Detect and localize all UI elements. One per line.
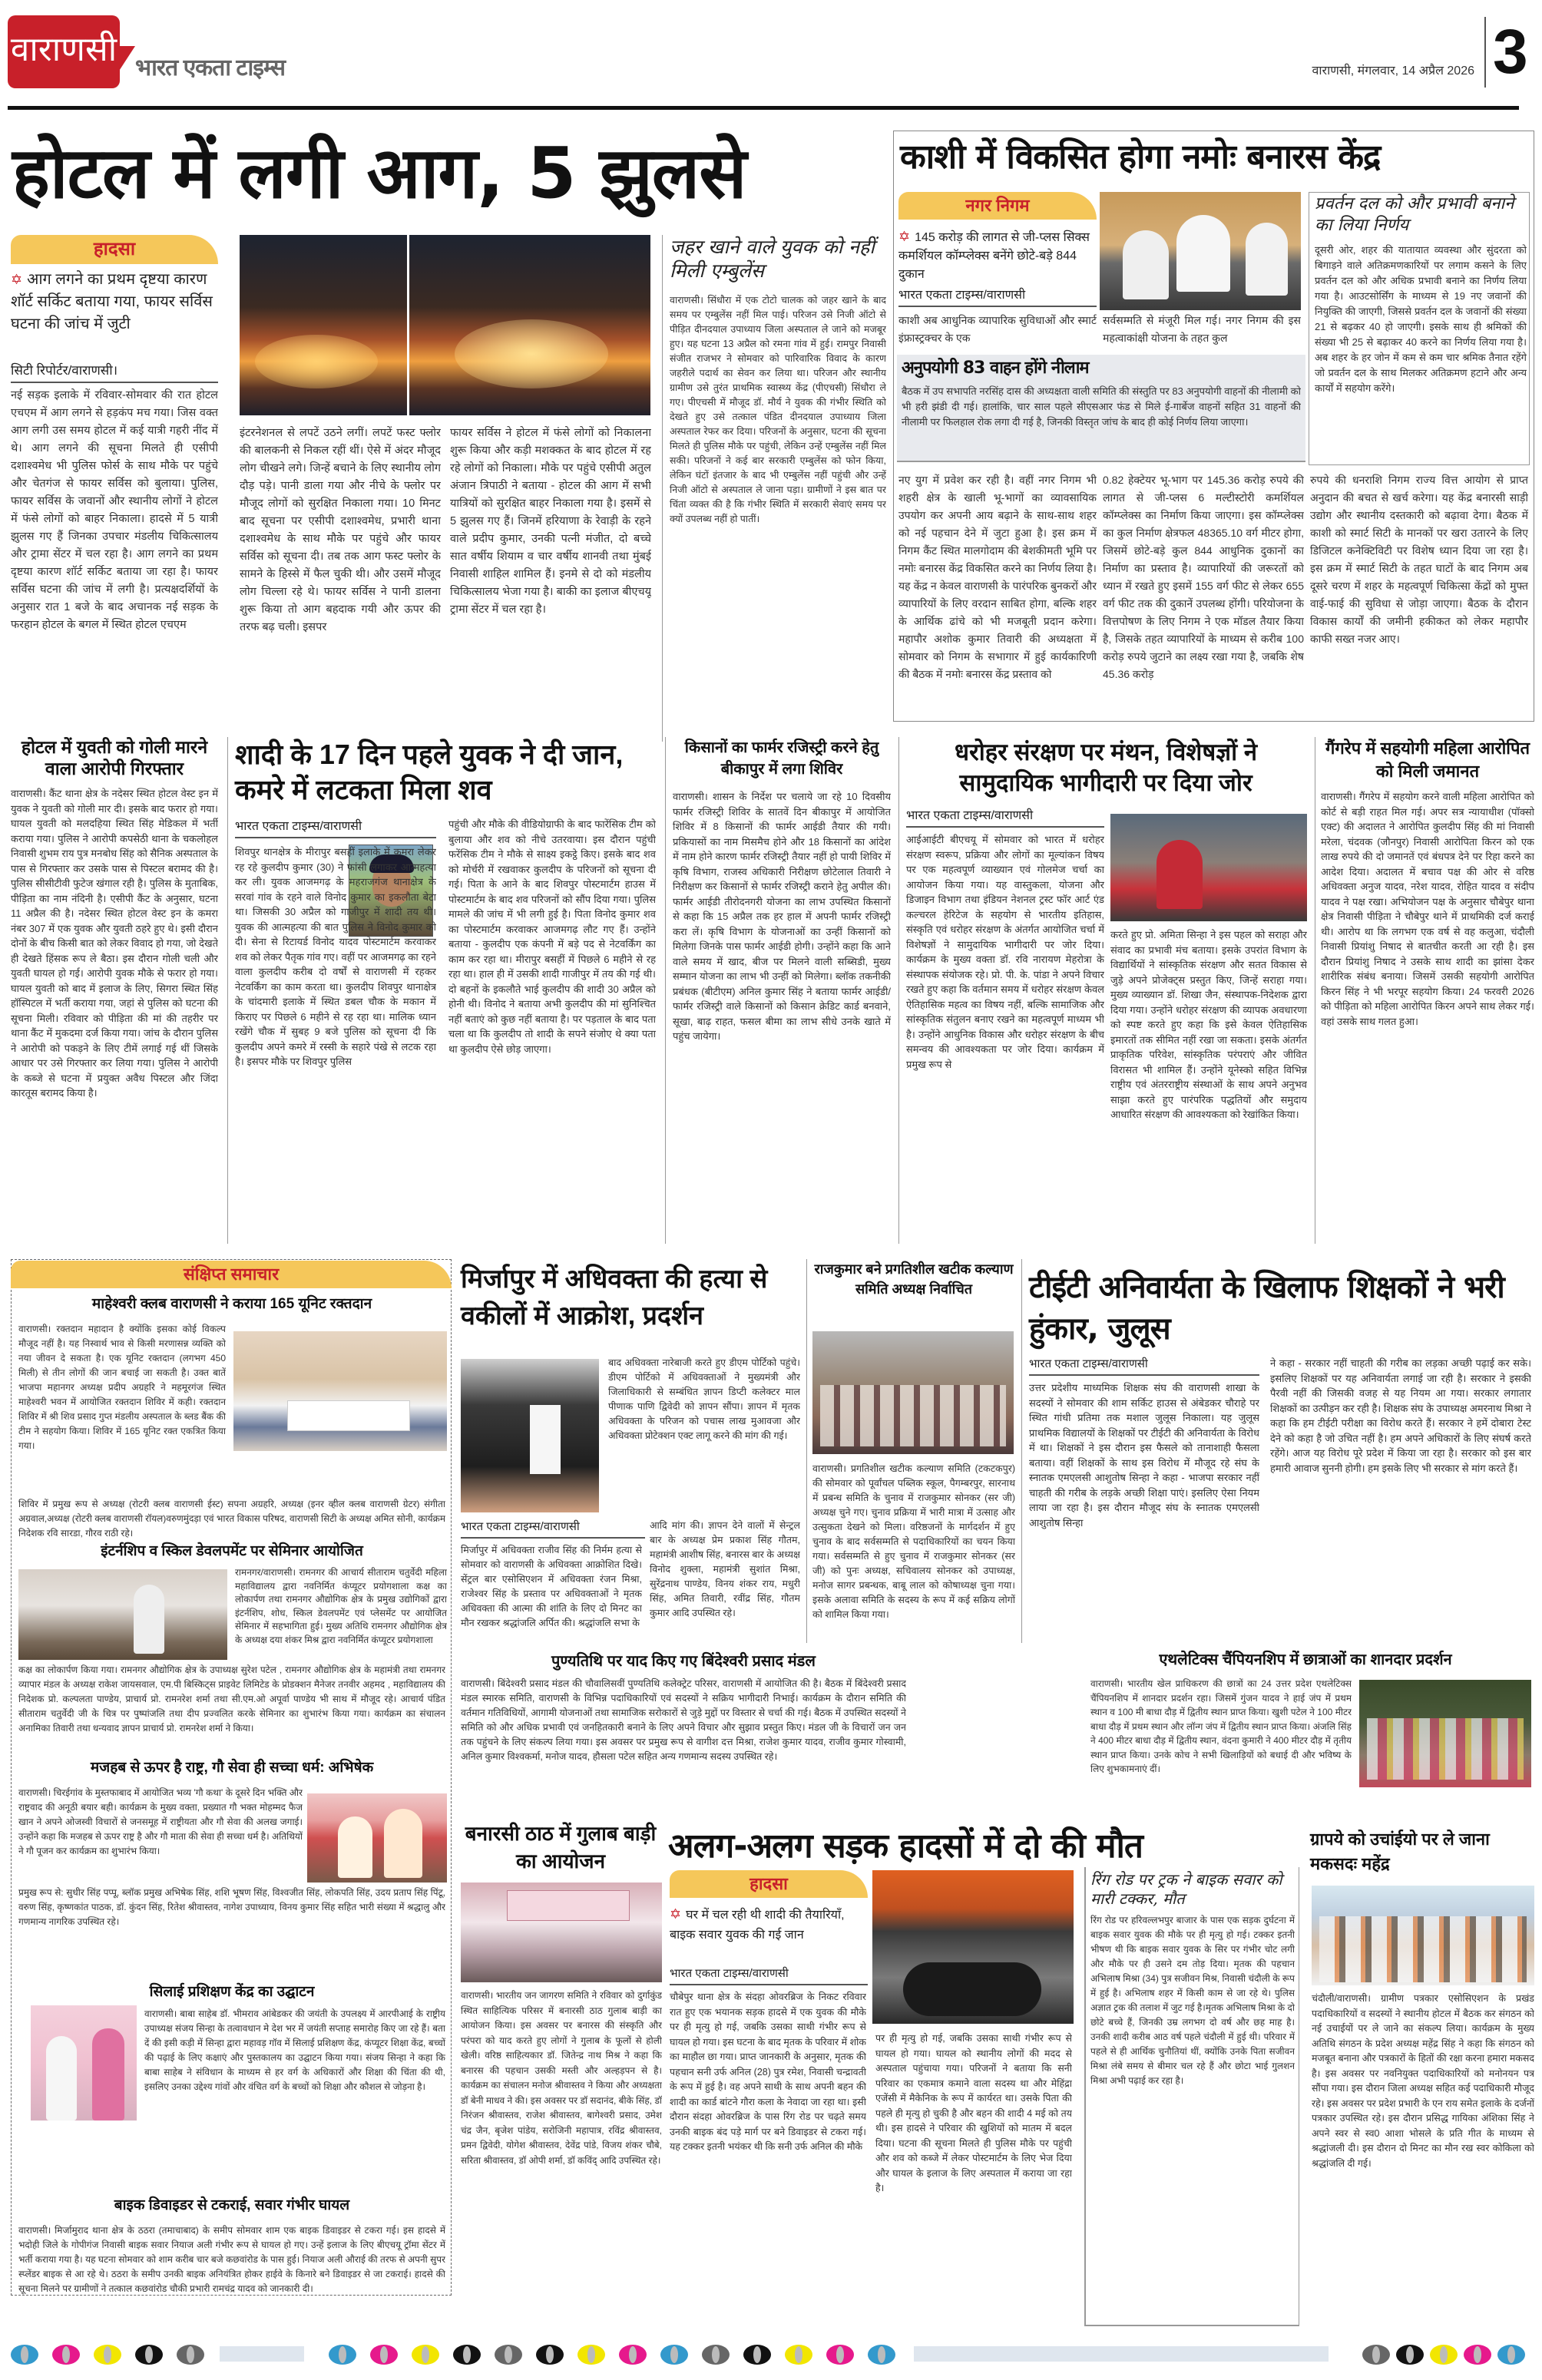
road-kicker	[670, 1904, 868, 1945]
registration-mark-magenta	[52, 2345, 80, 2365]
city-label: वाराणसी	[10, 31, 117, 68]
person	[134, 1585, 164, 1654]
registration-mark-yellow	[785, 2345, 812, 2365]
heritage-byline: भारत एकता टाइम्स/वाराणसी	[906, 806, 1104, 828]
brief-body-3: वाराणसी। चिरईगांव के मुस्तफाबाद में आयोजित भव्य 'गौ कथा' के दूसरे दिन भक्ति और राष्ट्रवाद की अनूठी बयार बही। कार्यक्रम के मुख्य वक्ता, प्रख्यात गौ भक्त मोहम्मद फैज खान ने अपने ओजस्वी विचारों से जनसमूह में राष्ट्रीयता और गौ सेवा की अलख जगाई। उन्होंने कहा कि मजहब से ऊपर राष्ट्र है और गौ माता की सेवा ही सच्चा धर्म है। अतिथियों ने गौ पूजन कर कार्यक्रम का शुभारंभ किया।	[18, 1787, 303, 1856]
tet-byline: भारत एकता टाइम्स/वाराणसी	[1029, 1356, 1259, 1376]
namo-kicker	[898, 227, 1097, 284]
registration-mark-magenta	[1464, 2345, 1491, 2365]
brief-body-2: रामनगर/वाराणसी। रामनगर की आचार्य सीताराम चतुर्वेदी महिला महाविद्यालय द्वारा नवनिर्मित कंप्यूटर प्रयोगशाला कक्ष का लोकार्पण तथा रामनगर औद्योगिक क्षेत्र के प्रमुख उद्योगिकों द्वारा इंटर्नशिप, शोध, स्किल डेवलपमेंट एवं प्लेसमेंट पर आयोजित सेमिनार में सहभागिता हुई। मुख्य अतिथि रामनगर औद्योगिक क्षेत्र के अध्यक्ष दया शंकर मिश्र द्वारा नवनिर्मित कंप्यूटर प्रयोगशाला	[235, 1567, 447, 1645]
registration-mark-yellow	[577, 2345, 605, 2365]
registration-mark-gray	[702, 2345, 730, 2365]
group	[1367, 1718, 1524, 1780]
registration-mark-gray	[177, 2345, 204, 2365]
athletics-team-photo	[1359, 1680, 1531, 1787]
page-number: 3	[1493, 17, 1528, 87]
road-body-col1: चौबेपुर थाना क्षेत्र के संदहा ओवरब्रिज के निकट रविवार रात हुए एक भयानक सड़क हादसे में एक युवक की मौके पर ही मृत्यु हो गई, जबकि उसका साथी गंभीर रूप से घायल हो गया। इस घटना के बाद मृतक के परिवार में शोक का माहौल छा गया। प्राप्त जानकारी के अनुसार, मृतक की पहचान सनी उर्फ अनिल (28) पुत्र रमेश, निवासी चन्द्रावती के रूप में हुई है। वह अपने साथी के साथ अपनी बहन की शादी का कार्ड बांटने गौरा कला के नेवादा जा रहा था। इसी दौरान संदहा ओवरब्रिज के पास रिंग रोड पर चढ़ते समय उनकी बाइक बंद पड़े मार्ग पर बने डिवाइडर से टकरा गई। यह टक्कर इतनी भयंकर थी कि सनी उर्फ अनिल की मौके	[670, 1992, 866, 2152]
namo-headline: काशी में विकसित होगा नमोः बनारस केंद्र	[900, 137, 1381, 177]
road-kicker-text: घर में चल रही थी शादी की तैयारियाँ, बाइक सवार युवक की गई जान	[670, 1909, 845, 1942]
lawyers-protest-photo	[461, 1359, 599, 1512]
star-icon: ✡	[11, 272, 23, 287]
lead-tag-label: हादसा	[93, 239, 136, 259]
gulab-body: वाराणसी। भारतीय जन जागरण समिति ने रविवार को दुर्गाकुंड स्थित साहित्यिक परिसर में बनारसी ठाठ गुलाब बाड़ी का आयोजन किया। इस अवसर पर बनारस की संस्कृति और परंपरा को याद करते हुए लोगों ने गुलाब के फूलों से होली खेली। वरिष्ठ साहित्यकार डॉ. जितेन्द्र नाथ मिश्र ने कहा कि बनारस की पहचान उसकी मस्ती और अल्हड़पन से है। कार्यक्रम का संचालन मनोज श्रीवास्तव ने किया और अध्यक्षता डॉ बेनी माधव ने की। इस अवसर पर डॉ सदानंद, बीके सिंह, डॉ निरंजन श्रीवास्तव, राजेश श्रीवास्तव, बागेश्वरी प्रसाद, उमेश चंद्र जैन, बृजेश पांडेय, सरोजिनी महापात्र, रविंद्र श्रीवास्तव, प्रमन द्विवेदी, योगेश श्रीवास्तव, देवेंद्र पांडे, विजय शंकर चौबे, सरिता श्रीवास्तव, डॉ ओपी शर्मा, डॉ कविंद् आदि उपस्थित रहे।	[461, 1990, 662, 2166]
registration-mark-cyan	[868, 2345, 895, 2365]
lead-tag	[11, 235, 218, 264]
brief-wide-3: प्रमुख रूप से: सुधीर सिंह पप्पू, ब्लॉक प्रमुख अभिषेक सिंह, शशि भूषण सिंह, विश्वजीत सिंह, लोकपति सिंह, उदय प्रताप सिंह पिंटू, वरुण सिंह, कृष्णकांत पाठक, डॉ. कुंदन सिंह, रितेश श्रीवास्तव, नागेश उपाध्याय, विनय कुमार सिंह सहित भारी संख्या में श्रद्धालु और गणमान्य नागरिक उपस्थित रहे।	[18, 1887, 445, 1927]
mirzapur-headline: मिर्जापुर में अधिवक्ता की हत्या से वकीलों में आक्रोश, प्रदर्शन	[461, 1264, 768, 1330]
registration-mark-yellow	[94, 2345, 121, 2365]
document	[530, 1405, 561, 1474]
registration-mark-yellow	[1430, 2345, 1458, 2365]
heritage-speaker-photo	[1110, 814, 1307, 921]
athletics-headline: एथलेटिक्स चैंपियनशिप में छात्राओं का शानदार प्रदर्शन	[1159, 1651, 1452, 1668]
farmer-headline: किसानों का फार्मर रजिस्ट्री करने हेतु बीकापुर में लगा शिविर	[684, 739, 879, 778]
bindeshwari-body: वाराणसी। बिंदेश्वरी प्रसाद मंडल की चौवालिसवीं पुण्यतिथि कलेक्ट्रेट परिसर, वाराणसी में आयोजित की है। बैठक में बिंदेश्वरी प्रसाद मंडल स्मारक समिति, वाराणसी के विभिन्न पदाधिकारियों एवं सदस्यों ने सक्रिय भागीदारी निभाई। कार्यक्रम के दौरान समिति की वर्तमान गतिविधियों, आगामी योजनाओं तथा सामाजिक सरोकारों से जुड़े मुद्दों पर विस्तार से चर्चा की गई। बैठक में उपस्थित सदस्यों ने समिति को और अधिक प्रभावी एवं जनहितकारी बनाने के लिए अपने विचार और सुझाव प्रस्तुत किए। मंडल जी के विचारों जन जन तक पहुंचने के लिए संकल्प लिया गया। इस अवसर पर प्रमुख रूप से वागीश दत्त मिश्रा, राजेश कुमार यादव, राजीव कुमार गोस्वामी, अनिल कुमार विश्वकर्मा, मनोज यादव, हौसला पटेल सहित अन्य गणमान्य सदस्य उपस्थित रहे।	[461, 1678, 906, 1762]
lead-fire-photo	[240, 235, 650, 415]
fire-glow-right	[455, 319, 608, 388]
registration-mark-magenta	[370, 2345, 398, 2365]
lead-byline: सिटी रिपोर्टर/वाराणसी।	[11, 361, 218, 383]
registration-mark-yellow	[412, 2345, 439, 2365]
lead-body-col2: इंटरनेशनल से लपटें उठने लगीं। लपटें फस्ट फ्लोर की बालकनी से निकल रहीं थीं। ऐसे में अंदर मौजूद लोग चीखने लगे। जिन्हें बचाने के लिए स्थानीय लोग दौड़ पड़े। पानी डाला गया और नीचे के फ्लोर पर मौजूद लोगों को सुरक्षित निकाला गया। 10 मिनट बाद सूचना पर एसीपी दशाश्वमेध, प्रभारी थाना दशाश्वमेध के साथ मौके पर पहुंचे और फायर सर्विस को सूचना दी। तब तक आग फस्ट फ्लोर के सामने के हिस्से में फैल चुकी थी। और उसमें मौजूद लोग चिल्ला रहे थे। फायर सर्विस ने पानी डालना शुरू किया तो आग बहदाक गयी और ऊपर की तरफ बढ़ चली। इसपर	[240, 427, 441, 633]
brief-headline-1: माहेश्वरी क्लब वाराणसी ने कराया 165 यूनिट रक्तदान	[91, 1296, 372, 1312]
auction-body: बैठक में उप सभापति नरसिंह दास की अध्यक्षता वाली समिति की संस्तुति पर 83 अनुपयोगी वाहनों की नीलामी को भी हरी झंडी दी गई। हालांकि, चार साल पहले सीएसआर फंड से मिले ई-गार्बेज वाहनों सहित 31 वाहनों की नीलामी पर फिलहाल रोक लगा दी गई है, जिनकी विस्तृत जांच के बाद ही कोई निर्णय लिया जाएगा।	[902, 385, 1301, 428]
tet-headline: टीईटी अनिवार्यता के खिलाफ शिक्षकों ने भरी हुंकार, जुलूस	[1029, 1270, 1504, 1347]
dateline-visible	[1137, 61, 1474, 78]
namo-body-col2: 0.82 हेक्टेयर भू-भाग पर 145.36 करोड़ रुपये की लागत से जी-प्लस 6 मल्टीस्टोरी कमर्शियल कॉम्प्लेक्स का निर्माण किया जाएगा। इस कॉम्प्लेक्स का कुल निर्माण क्षेत्रफल 48365.10 वर्ग मीटर होगा, जिसमें छोटे-बड़े कुल 844 आधुनिक दुकानों का निर्माण का प्रस्ताव है। व्यापारियों की जरूरतों को ध्यान में रखते हुए इसमें 155 वर्ग फीट से लेकर 655 वर्ग फीट तक की दुकानें उपलब्ध होंगी। परियोजना के वित्तपोषण के लिए निगम ने एक मॉडल तैयार किया है, जिसके तहत व्यापारियों के माध्यम से करीब 100 करोड़ रुपये जुटाने का लक्ष्य रखा गया है, जबकि शेष 45.36 करोड़	[1103, 474, 1304, 680]
registration-strip	[0, 2342, 1542, 2372]
ring-road-headline: रिंग रोड पर ट्रक ने बाइक सवार को मारी टक्कर, मौत	[1090, 1870, 1282, 1908]
gangrape-body: वाराणसी। गैंगरेप में सहयोग करने वाली महिला आरोपित को कोर्ट से बड़ी राहत मिल गई। अपर सत्र न्यायाधीश (पॉक्सो एक्ट) की अदालत ने आरोपित कुलदीप सिंह की मां निवासी मरेला, चंदवक (जौनपुर) निवासी आरोपिता किरन को एक लाख रुपये की दो जमानतें एवं बंधपत्र देने पर रिहा करने का आदेश दिया। अदालत में बचाव पक्ष की ओर से वरिष्ठ अधिवक्ता अनुज यादव, नरेश यादव, रोहित यादव व संदीप यादव ने पक्ष रखा। अभियोजन पक्ष के अनुसार चौबेपुर थाना क्षेत्र निवासी पीड़िता ने चौबेपुर थाने में प्राथमिकी दर्ज कराई थी। आरोप था कि लगभग एक वर्ष से वह कलुआ, चंदौली निवासी प्रियांशु निषाद से बातचीत करती आ रही है। इस दौरान प्रियांशु निषाद ने उसके साथ शादी का झांसा देकर शारीरिक संबंध बनाया। जिसमें उसकी सहयोगी आरोपित किरन सिंह ने भी भरपूर सहयोग किया। 24 फरवरी 2026 को पीड़िता को महिला आरोपित किरन अपने साथ लेकर गई। वहां उसके साथ गलत हुआ।	[1321, 791, 1534, 1027]
bindeshwari-headline: पुण्यतिथि पर याद किए गए बिंदेश्वरी प्रसाद मंडल	[551, 1653, 816, 1670]
wreckage	[903, 1962, 1041, 2016]
side-headline: प्रवर्तन दल को और प्रभावी बनाने का लिया निर्णय	[1315, 194, 1514, 235]
lead-kicker	[11, 269, 218, 336]
namo-body-col3: रुपये की धनराशि निगम राज्य वित्त आयोग से प्राप्त अनुदान की बचत से खर्च करेगा। यह केंद्र बनारसी साड़ी उद्योग और स्थानीय दस्तकारी को बढ़ावा देगा। बैठक में काशी को स्मार्ट सिटी के मानकों पर खरा उतारने के लिए डिजिटल कनेक्टिविटी पर विशेष ध्यान दिया जा रहा है। इस क्रम में स्मार्ट सिटी के तहत घाटों के बाद निगम अब दूसरे चरण में शहर के महत्वपूर्ण चिकित्सा केंद्रों को मुफ्त वाई-फाई की सुविधा से जोड़ा जाएगा। बैठक के दौरान विकास कार्यों की जमीनी हकीकत को लेकर महापौर काफी सख्त नजर आए।	[1310, 474, 1528, 645]
blood-donation-photo	[233, 1331, 447, 1451]
registration-mark-gray	[495, 2345, 522, 2365]
group	[820, 1385, 1006, 1446]
auction-headline: अनुपयोगी 83 वाहन होंगे नीलाम	[902, 359, 1089, 378]
truck-accident-photo	[872, 1870, 1074, 2024]
gulab-headline: बनारसी ठाठ में गुलाब बाड़ी का आयोजन	[465, 1822, 657, 1873]
brief-headline-4: सिलाई प्रशिक्षण केंद्र का उद्घाटन	[149, 1984, 315, 2000]
registration-mark-cyan	[329, 2345, 356, 2365]
shooting-body: वाराणसी। कैंट थाना क्षेत्र के नदेसर स्थित होटल वेस्ट इन में युवक ने युवती को गोली मार दी। इसके बाद फरार हो गया। घायल युवती को मलदहिया स्थित सिंह मेडिकल में भर्ती कराया गया। पुलिस ने आरोपी कपसेठी थाना के चकलोहल निवासी शुभम राय पुत्र मनबोध सिंह को सैनिक अस्पताल के पास से गिरफ्तार कर उसके पास से पिस्टल बरामद की है। पुलिस सीसीटीवी फुटेज खंगाल रही है। पुलिस के मुताबिक, पीड़िता का नाम नंदिनी है। एसीपी कैंट के अनुसार, घटना 11 अप्रैल की है। नदेसर स्थित होटल वेस्ट इन के कमरा नंबर 307 में एक युवक और युवती ठहरे हुए थे। इसी दौरान दोनों के बीच किसी बात को लेकर विवाद हो गया, जो देखते ही देखते हिंसक रूप ले बैठा। इस दौरान गोली चली और युवती घायल हो गई। आरोपी युवक मौके से फरार हो गया। घायल युवती को बाद में इलाज के लिए, सिगरा स्थित सिंह हॉस्पिटल में भर्ती कराया गया, जहां से पुलिस को घटना की सूचना मिली। रविवार को पीड़िता की मां की तहरीर पर थाना कैंट में मुकदमा दर्ज किया गया। जांच के दौरान पुलिस ने आरोपी को पकड़ने के लिए टीमें लगाई गई थीं जिसके आधार पर उसे गिरफ्तार कर लिया गया। पुलिस ने आरोपी के कब्जे से घटना में प्रयुक्त अवैध पिस्टल और जिंदा कारतूस बरामद किया है।	[11, 788, 218, 1099]
namo-kicker-text: 145 करोड़ की लागत से जी-प्लस सिक्स कमर्शियल कॉम्प्लेक्स बनेंगे छोटे-बड़े 844 दुकान	[898, 231, 1090, 281]
registration-mark-cyan	[1497, 2345, 1525, 2365]
poison-headline: जहर खाने वाले युवक को नहीं मिली एम्बुलेंस	[670, 236, 875, 283]
divider	[227, 737, 228, 1244]
person	[384, 1809, 422, 1878]
banner	[507, 1890, 630, 1921]
brief-body-5: वाराणसी। मिर्जामुराद थाना क्षेत्र के ठठरा (तमाचाबाद) के समीप सोमवार शाम एक बाइक डिवाइडर से टकरा गई। इस हादसे में भदोही जिले के गोपीगंज निवासी बाइक सवार नियाज अली गंभीर रूप से घायल हो गए। उन्हें इलाज के लिए बीएचयू ट्रॉमा सेंटर में भर्ती कराया गया है। यह घटना सोमवार को शाम करीब चार बजे कछवांरोड के पास हुई। नियाज अली औराई की तरफ से अपनी सुपर स्प्लेंडर बाइक से आ रहे थे। ठठरा के समीप उनकी बाइक अनियंत्रित होकर हाईवे के किनारे बने डिवाइडर से जा टकराई। हादसे की सूचना मिलने पर ग्रामीणों ने तत्काल कछवांरोड चौकी प्रभारी रामचंद्र यादव को जानकारी दी।	[18, 2225, 445, 2294]
wedding-body-col2: पहुंची और मौके की वीडियोग्राफी के बाद फारेंसिक टीम को बुलाया और शव को नीचे उतरवाया। इस दौरान पहुंची फरेंसिक टीम ने मौके से साक्ष्य इकट्ठे किए। इसके बाद शव को मोर्चरी में रखवाकर कुलदीप के परिजनों को सूचना दी गई। पिता के आने के बाद शिवपुर पोस्टमार्टम हाउस में पोस्टमार्टम के बाद शव परिजनों को सौंप दिया गया। पुलिस मामले की जांच में भी लगी हुई है। पिता विनोद कुमार शव का पोस्टमार्टम करवाकर आजमगढ़ लौट गए हैं। उन्होंने बताया - कुलदीप एक कंपनी में बड़े पद से नेटवर्किंग का काम कर रहा था। मीरापुर बसहीं में पिछले 6 महीने से रह रहा था। हाल ही में उसकी शादी गाजीपुर में तय की गई थी। दो बहनों के इकलौते भाई कुलदीप की शादी 30 अप्रैल को होनी थी। विनोद ने बताया अभी कुलदीप की मां सुनिश्चित नहीं बताएं को कुछ नहीं बताया है। पर पड़ताल के बाद पता चला था कि कुलदीप तो शादी के सपने संजोए थे क्या पता था कुलदीप ऐसे छोड़ जाएगा।	[448, 818, 656, 1055]
namo-body-col1: नए युग में प्रवेश कर रही है। वहीं नगर निगम भी शहरी क्षेत्र के खाली भू-भागों का व्यावसायिक उपयोग कर अपनी आय बढ़ाने के साथ-साथ शहर को नई पहचान देने में जुटा हुआ है। इस क्रम में निगम कैंट स्थित मालगोदाम की बेशकीमती भूमि पर नमोः बनारस केंद्र विकसित करने का निर्णय लिया है। यह केंद्र न केवल वाराणसी के पारंपरिक बुनकरों और व्यापारियों के लिए वरदान साबित होगा, बल्कि शहर के आर्थिक ढांचे को भी मजबूती प्रदान करेगा। महापौर अशोक कुमार तिवारी की अध्यक्षता में सोमवार को निगम के सभागार में हुई कार्यकारिणी की बैठक में नमोः बनारस केंद्र प्रस्ताव को	[898, 474, 1097, 680]
tet-body-col2: ने कहा - सरकार नहीं चाहती की गरीब का लड़का अच्छी पढ़ाई कर सके। इसलिए शिक्षकों पर यह अनिवार्यता लगाई जा रही है। सरकार ने इसकी पैरवी नहीं की जिसकी वजह से यह नियम आ गया। सरकार लगातार शिक्षकों का उत्पीड़न कर रही है। शिक्षक संघ के उपाध्यक्ष अमरनाथ मिश्रा ने कहा कि हम टीईटी परीक्षा का विरोध करते हैं। सरकार ने हमें दोबारा टेस्ट देने को कहा है जो उचित नहीं है। हम अपने अधिकारों के लिए संघर्ष करते रहेंगे। आज यह विरोध पूरे प्रदेश में किया जा रहा है। सरकार को इस बार हमारी आवाज सुननी होगी। हम इसके लिए भी सरकार से मांग करते हैं।	[1270, 1357, 1531, 1474]
namo-body-top-left: काशी अब आधुनिक व्यापारिक सुविधाओं और स्मार्ट इंफ्रास्ट्रक्चर के एक	[898, 314, 1097, 344]
wedding-headline: शादी के 17 दिन पहले युवक ने दी जान, कमरे में लटकता मिला शव	[235, 739, 624, 805]
gangrape-headline: गैंगरेप में सहयोगी महिला आरोपित को मिली जमानत	[1325, 739, 1530, 781]
namo-meeting-photo	[1100, 192, 1301, 310]
road-tag-label: हादसा	[749, 1874, 788, 1893]
namo-tag	[898, 192, 1097, 220]
registration-mark-black	[1396, 2345, 1424, 2365]
heritage-body-col1: आईआईटी बीएचयू में सोमवार को भारत में धरोहर संरक्षण स्वरूप, प्रक्रिया और लोगों का मूल्यांकन विषय पर एक महत्वपूर्ण व्याख्यान एवं गोलमेज चर्चा का आयोजन किया गया। यह वास्तुकला, योजना और डिजाइन विभाग तथा इंडियन नेशनल ट्रस्ट फॉर आर्ट एंड कल्चरल हेरिटेज के सहयोग से भारतीय इतिहास, संस्कृति एवं धरोहर संरक्षण के अंतर्गत आयोजित चर्चा में विशेषज्ञों ने सामुदायिक भागीदारी पर जोर दिया। कार्यक्रम के मुख्य वक्ता डॉ. रवि नारायण मेहरोत्रा के संस्थापक संयोजक रहे। प्रो. पी. के. पांडा ने अपने विचार रखते हुए कहा कि वर्तमान समय में धरोहर संरक्षण केवल ऐतिहासिक महत्व का विषय नहीं, बल्कि सामाजिक और सांस्कृतिक संतुलन बनाए रखने का महत्वपूर्ण माध्यम भी है। उन्होंने आधुनिक विकास और धरोहर संरक्षण के बीच समन्वय की आवश्यकता पर जोर दिया। कार्यक्रम में प्रमुख रूप से	[906, 834, 1104, 1070]
grapye-meeting-photo	[1312, 1886, 1534, 1985]
namo-body-top-right: सर्वसम्मति से मंजूरी मिल गई। नगर निगम की इस महत्वाकांक्षी योजना के तहत कुल	[1103, 314, 1301, 344]
grapye-body: चंदौली/वाराणसी। ग्रामीण पत्रकार एसोसिएशन के प्रखंड पदाधिकारियों व सदस्यों ने स्थानीय होटल में बैठक कर संगठन को नई उचाईयों पर ले जाने का संकल्प लिया। कार्यक्रम के मुख्य अतिथि संगठन के प्रदेश अध्यक्ष महेंद्र सिंह ने कहा कि संगठन को मजबूत बनाना और पत्रकारों के हितों की रक्षा करना हमारा मकसद है। इस अवसर पर नवनियुक्त पदाधिकारियों को मनोनयन पत्र सौंपा गया। इस दौरान जिला अध्यक्ष सहित कई पदाधिकारी मौजूद रहे। इस अवसर पर प्रदेश प्रभारी के एन राय समेत इलाके के दर्जनों पत्रकार उपस्थित रहे। इस दौरान प्रसिद्ध गायिका अंशिका सिंह ने अपने स्वर से स्व0 आशा भोसले के प्रति गीत के माध्यम से श्रद्धांजली दी। इस दौरान दो मिनट का मौन रख स्वर कोकिला को श्रद्धांजलि दी गई।	[1312, 1993, 1534, 2169]
dateline-text: वाराणसी, मंगलवार, 14 अप्रैल 2026	[1312, 64, 1474, 78]
lead-headline: होटल में लगी आग, 5 झुलसे	[12, 132, 746, 214]
person-silhouette	[1123, 230, 1169, 299]
road-headline: अलग-अलग सड़क हादसों में दो की मौत	[668, 1826, 1143, 1866]
star-icon: ✡	[898, 229, 911, 244]
side-body: दूसरी ओर, शहर की यातायात व्यवस्था और सुंदरता को बिगाड़ने वाले अतिक्रमणकारियों पर लगाम कसने के लिए प्रवर्तन दल को और अधिक प्रभावी बनाने का निर्णय लिया गया है। आउटसोर्सिंग के माध्यम से 19 नए जवानों की नियुक्ति की जाएगी, जिससे प्रवर्तन दल के जवानों की संख्या 21 से बढ़कर 40 हो जाएगी। इसके साथ ही श्रमिकों की संख्या भी 25 से बढ़ाकर 40 करने का निर्णय लिया गया है। अब शहर के हर जोन में कम से कम चार श्रमिक तैनात रहेंगे जो प्रवर्तन दल के साथ मिलकर अतिक्रमण हटाने और अन्य कार्यों में सहयोग करेंगे।	[1315, 244, 1527, 394]
speaker	[1156, 840, 1203, 909]
brief-body-1: वाराणसी। रक्तदान महादान है क्योंकि इसका कोई विकल्प मौजूद नहीं है। यह निस्वार्थ भाव से किसी मरणासन्न व्यक्ति को नया जीवन दे सकता है। एक यूनिट रक्तदान (लगभग 450 मिली) से तीन लोगों की जान बचाई जा सकती है। उक्त बातें भाजपा महानगर अध्यक्ष प्रदीप अग्रहरि ने महमूरगंज स्थित माहेश्वरी भवन में आयोजित रक्तदान शिविर में कही। रक्तदान शिविर में श्री शिव प्रसाद गुप्त मंडलीय अस्पताल के ब्लड बैंक की टीम ने सहयोग किया। शिविर में 165 यूनिट रक्त एकत्रित किया गया।	[18, 1324, 226, 1451]
bed	[287, 1400, 410, 1431]
divider	[665, 737, 666, 1244]
brief-headline-2: इंटर्नशिप व स्किल डेवलपमेंट पर सेमिनार आयोजित	[101, 1543, 363, 1559]
wedding-byline: भारत एकता टाइम्स/वाराणसी	[235, 817, 436, 838]
registration-mark-black	[743, 2345, 771, 2365]
divider	[1021, 1259, 1022, 1643]
person	[46, 2036, 77, 2121]
road-body-col2: पर ही मृत्यु हो गई, जबकि उसका साथी गंभीर रूप से घायल हो गया। घायल को स्थानीय लोगों की मदद से अस्पताल पहुंचाया गया। परिजनों ने बताया कि सनी परिवार का एकमात्र कमाने वाला सदस्य था और मेहिंद्रा एजेंसी में मैकेनिक के रूप में कार्यरत था। उसके पिता की पहले ही मृत्यु हो चुकी है और बहन की शादी 4 मई को तय थी। इस हादसे ने परिवार की खुशियों को मातम में बदल दिया। घटना की सूचना मिलते ही पुलिस मौके पर पहुंची और शव को कब्जे में लेकर पोस्टमार्टम के लिए भेज दिया और घायल के इलाज के लिए अस्पताल में कराया जा रहा है।	[875, 2033, 1072, 2193]
masthead-rule	[8, 106, 1519, 110]
shooting-headline: होटल में युवती को गोली मारने वाला आरोपी गिरफ्तार	[21, 737, 208, 778]
gau-katha-photo	[307, 1793, 447, 1883]
namo-tag-label: नगर निगम	[965, 196, 1030, 215]
masthead	[0, 0, 1542, 115]
namo-byline: भारत एकता टाइम्स/वाराणसी	[898, 286, 1097, 307]
registration-mark-magenta	[619, 2345, 647, 2365]
registration-bar	[914, 2346, 1329, 2362]
registration-mark-magenta	[826, 2345, 854, 2365]
lead-body-col3: फायर सर्विस ने होटल में फंसे लोगों को निकालना शुरू किया और कड़ी मशक्कत के बाद होटल में रह रहे लोगों को निकाला। मौके पर पहुंचे एसीपी अतुल अंजान त्रिपाठी ने बताया - होटल की आग में सभी यात्रियों को सुरक्षित बाहर निकाला गया है। इसमें से 5 झुलस गए हैं। जिनमें हरियाणा के रेवाड़ी के रहने वाले प्रदीप कुमार, उनकी पत्नी मंजीत, दो बच्चे सात वर्षीय शियाम व चार वर्षीय शानवी तथा मुंबई निवासी शाहिल शामिल हैं। इनमे से दो को मंडलीय चिकित्सालय भेजा गया है। बाकी का इलाज बीएचयू ट्रामा सेंटर में चल रहा है।	[450, 427, 651, 616]
heritage-body-col2: करते हुए प्रो. अमिता सिन्हा ने इस पहल को सराहा और संवाद का प्रभावी मंच बताया। इसके उपरांत विभाग के विद्यार्थियों ने सांस्कृतिक संरक्षण और सतत विकास से जुड़े अपने प्रोजेक्ट्स प्रस्तुत किए, जिन्हें सराहा गया। मुख्य व्याख्यान डॉ. शिखा जैन, संस्थापक-निदेशक द्वारा दिया गया। उन्होंने धरोहर संरक्षण की व्यापक अवधारणा को स्पष्ट करते हुए कहा कि इसे केवल ऐतिहासिक इमारतों तक सीमित नहीं रखा जा सकता। इसके अंतर्गत प्राकृतिक परिवेश, सांस्कृतिक परंपराएं और जीवित विरासत भी शामिल हैं। उन्होंने यूनेस्को सहित विभिन्न राष्ट्रीय एवं अंतरराष्ट्रीय संस्थाओं के साथ अपने अनुभव साझा करते हुए पारंपरिक पद्धतियों और समुदाय आधारित संरक्षण की आवश्यकता को रेखांकित किया।	[1110, 929, 1307, 1120]
lead-body-col1: नई सड़क इलाके में रविवार-सोमवार की रात होटल एचएम में आग लगने से हड़कंप मच गया। जिस वक्त आग लगी उस समय होटल में कई यात्री गहरी नींद में थे। आग लगने की सूचना मिलते ही एसीपी दशाश्वमेध भी पुलिस फोर्स के साथ मौके पर पहुंचे और चेतगंज से फायर सर्विस को बुलाया। पुलिस, फायर सर्विस के जवानों और स्थानीय लोगों ने होटल में फंसे लोगों को बाहर निकाला। हादसे में 5 यात्री झुलस गए हैं जिनका उपचार मंडलीय चिकित्सालय और ट्रामा सेंटर में चल रहा है। आग लगने का प्रथम दृष्टया कारण शॉर्ट सर्किट बताया जा रहा है। फायर सर्विस घटना की जांच में लगी है। प्रत्यक्षदर्शियों के अनुसार रात 1 बजे के बाद अचानक नई सड़क के फरहान होटल के बगल में स्थित होटल एचएम	[11, 389, 218, 631]
registration-mark-black	[453, 2345, 481, 2365]
athletics-body: वाराणसी। भारतीय खेल प्राधिकरण की छात्रों का 24 उत्तर प्रदेश एथलेटिक्स चैंपियनशिप में शानदार प्रदर्शन रहा। जिसमें गुंजन यादव ने हाई जंप में प्रथम स्थान व 100 मी बाधा दौड़ में द्वितीय स्थान प्राप्त किया। खुशी पटेल ने 100 मीटर बाधा दौड़ में प्रथम स्थान और लॉन्ग जंप में द्वितीय स्थान प्राप्त किया। अंजलि सिंह ने 400 मीटर बाधा दौड़ में द्वितीय स्थान, वंदना कुमारी ने 400 मीटर दौड़ में तृतीय स्थान प्राप्त किया। उनके कोच ने सभी खिलाड़ियों को बधाई दी और भविष्य के लिए शुभकामनाएं दीं।	[1090, 1678, 1352, 1774]
khatik-headline: राजकुमार बने प्रगतिशील खटीक कल्याण समिति अध्यक्ष निर्वाचित	[814, 1261, 1014, 1297]
lead-kicker-text: आग लगने का प्रथम दृष्टया कारण शॉर्ट सर्किट बताया गया, फायर सर्विस घटना की जांच में जुटी	[11, 271, 213, 332]
person	[92, 2028, 124, 2121]
auction-box	[897, 355, 1305, 462]
seminar-photo	[18, 1569, 227, 1660]
brief-headline-3: मजहब से ऊपर है राष्ट्र, गौ सेवा ही सच्चा धर्म: अभिषेक	[90, 1760, 374, 1776]
briefs-tag-label: संक्षिप्त समाचार	[183, 1264, 280, 1284]
mirzapur-body-right: बाद अधिवक्ता नारेबाजी करते हुए डीएम पोर्टिको पहुंचे। डीएम पोर्टिको में अधिवक्ताओं ने मुख्यमंत्री और जिलाधिकारी से सम्बंधित ज्ञापन डिप्टी कलेक्टर माल पीणाक पाणि द्विवेदी को ज्ञापन सौंपा। ज्ञापन में मृतक अधिवक्ता के परिजन को पचास लाख मुआवजा और अधिवक्ता प्रोटेक्शन एक्ट लागू करने की मांग की गई।	[608, 1357, 800, 1441]
briefs-tag	[11, 1261, 452, 1288]
registration-mark-cyan	[660, 2345, 688, 2365]
gulab-event-photo	[461, 1883, 662, 1982]
road-tag	[670, 1870, 868, 1898]
paper-name: भारत एकता टाइम्स	[135, 55, 286, 81]
registration-mark-black	[536, 2345, 564, 2365]
sewing-centre-photo	[31, 2005, 137, 2121]
ring-road-body: रिंग रोड पर हरिवल्लभपुर बाजार के पास एक सड़क दुर्घटना में बाइक सवार युवक की मौके पर ही मृत्यु हो गई। टक्कर इतनी भीषण थी कि बाइक सवार युवक के सिर पर गंभीर चोट लगी और मौके पर ही उसने दम तोड़ दिया। मृतक की पहचान अभिलाष मिश्रा (34) पुत्र सजीवन मिश्र, निवासी चंदौली के रूप में हुई है। अभिलाष शहर में किसी काम से जा रहे थे। पुलिस अज्ञात ट्रक की तलाश में जुट गई है।मृतक अभिलाष मिश्रा के दो छोटे बच्चे हैं, जिनकी उम्र लगभग दो वर्ष और छह माह है। उनकी शादी करीब आठ वर्ष पहले चंदौली में हुई थी। परिवार में पहले से ही आर्थिक चुनौतियां थीं, क्योंकि उनके पिता सजीवन मिश्रा लंबे समय से बीमार चल रहे हैं और छोटा भाई गुलशन मिश्रा अभी पढ़ाई कर रहा है।	[1090, 1915, 1295, 2086]
group	[1319, 1916, 1527, 1982]
poison-body: वाराणसी। सिंधौरा में एक टोटो चालक को जहर खाने के बाद समय पर एम्बुलेंस नहीं मिल पाई। परिजन उसे निजी ऑटो से पीड़ित दीनदयाल उपाध्याय जिला अस्पताल ले जाने को मजबूर हुए। यह घटना 13 अप्रैल को रमना गांव में हुई। रामपुर निवासी संजीत राजभर ने सोमवार को पारिवारिक विवाद के कारण जहरीले पदार्थ का सेवन कर लिया था। परिजन और स्थानीय ग्रामीण उसे तुरंत प्राथमिक स्वास्थ्य केंद्र (पीएचसी) सिंधौरा ले गए। पीएचसी में मौजूद डॉ. मौर्य ने युवक की गंभीर स्थिति को देखते हुए उसे तत्काल पंडित दीनदयाल उपाध्याय जिला अस्पताल रेफर कर दिया। परिजनों के अनुसार, घटना की सूचना मिलते ही पुलिस मौके पर पहुंची, लेकिन उन्हें एम्बुलेंस नहीं मिल सकी। परिजनों ने कई बार सरकारी एम्बुलेंस को फोन किया, लेकिन घंटों इंतजार के बाद भी एम्बुलेंस नहीं पहुंची और उन्हें निजी ऑटो से अस्पताल ले जाना पड़ा। ग्रामीणों ने इस बात पर चिंता व्यक्त की है कि गंभीर स्थिति में सरकारी सेवाएं समय पर क्यों उपलब्ध नहीं हो पातीं।	[670, 295, 886, 524]
divider	[806, 1259, 807, 1643]
brief-headline-5: बाइक डिवाइडर से टकराई, सवार गंभीर घायल	[114, 2197, 350, 2213]
star-icon: ✡	[670, 1906, 682, 1922]
registration-mark-black	[135, 2345, 163, 2365]
divider	[662, 235, 663, 742]
mirzapur-body-left: मिर्जापुर में अधिवक्ता राजीव सिंह की निर्मम हत्या से सोमवार को वाराणसी के अधिवक्ता आक्रोशित दिखे। सेंट्रल बार एसोसिएशन में अधिवक्ता रंजन मिश्रा, राजेश्वर सिंह के प्रस्ताव पर अधिवक्ताओं ने मृतक अधिवक्ता की आत्मा की शांति के लिए दो मिनट का मौन रखकर श्रद्धांजलि अर्पित की। श्रद्धांजलि सभा के	[461, 1545, 642, 1628]
person-silhouette	[1176, 215, 1230, 292]
khatik-group-photo	[812, 1331, 1014, 1454]
person	[338, 1816, 372, 1878]
road-byline: भारत एकता टाइम्स/वाराणसी	[670, 1965, 868, 1985]
registration-mark-cyan	[11, 2345, 38, 2365]
registration-bar	[220, 2346, 304, 2362]
person-silhouette	[1246, 223, 1288, 296]
page-divider	[1484, 17, 1486, 88]
registration-mark-gray	[1362, 2345, 1390, 2365]
farmer-body: वाराणसी। शासन के निर्देश पर चलाये जा रहे 10 दिवसीय फार्मर रजिस्ट्री शिविर के सातवें दिन बीकापुर में आयोजित शिविर में 8 किसानों की फार्मर आईडी तैयार की गयी। प्रकियासों का नाम मिसमैच होने और 18 किसानों का आंदेश में नाम होने कारण फार्मर रजिस्ट्री तैयार नहीं हो पायी शिविर में कृषि विभाग, राजस्व अधिकारी निरीक्षण छोटेलाल तिवारी ने निरीक्षण कर किसानों से फार्मर रजिस्ट्री कराने हेतु अपील की। फार्मर आईडी तीरोदनगरी योजना का लाभ उपस्थित किसानों से कहा कि 15 अप्रैल तक हर हाल में अपनी फार्मर रजिस्ट्री करा लें। कृषि विभाग के योजनाओं का उन्हीं किसानों को मिलेगा जिनके पास फार्मर आईडी होगी। उन्होंने कहा कि आने वाले समय में खाद, बीज पर मिलने वाली सब्सिडी, मुख्य सम्मान योजना का लाभ भी उन्हीं को मिलेगा। ब्लॉक तकनीकी प्रबंधक (बीटीएम) अनिल कुमार सिंह ने बताया फार्मर आईडी/फार्मर रजिस्ट्री वाले किसानों को किसान क्रेडिट कार्ड बनवाने, सूखा, बाढ़ राहत, फसल बीमा का लाभ सीधे उनके खाते में पहुंच जायेगा।	[673, 791, 891, 1042]
photo-divider	[407, 235, 409, 415]
mirzapur-body-mid: आदि मांग की। ज्ञापन देने वालों में सेन्ट्रल बार के अध्यक्ष प्रेम प्रकाश सिंह गौतम, महामंत्री आशीष सिंह, बनारस बार के अध्यक्ष विनोद शुक्ला, महामंत्री सुशांत मिश्रा, सुरेंद्रनाथ पाण्डेय, विनय शंकर राय, मधुरी सिंह, अमित तिवारी, रवींद्र सिंह, गौतम कुमार आदि उपस्थित रहे।	[650, 1520, 800, 1618]
wedding-body-col1: शिवपुर थानक्षेत्र के मीरापुर बसहीं इलाके में कमरा लेकर रह रहे कुलदीप कुमार (30) ने फांसी लगाकर आत्महत्या कर ली। युवक आजमगढ़ के महराजगंज थानाक्षेत्र के सरवां गांव के रहने वाले विनोद कुमार का इकलौता बेटा था। जिसकी 30 अप्रैल को गाजीपुर में शादी तय थी। युवक की आत्महत्या की बात पुलिस ने विनोद कुमार को दी। सेना से रिटायर्ड विनोद यादव पोस्टमार्टम करवाकर शव को लेकर पैतृक गांव गए। वहीं पर आजमगढ़ का रहने वाला कुलदीप करीब दो वर्षों से वाराणसी में रहकर नेटवर्किंग का काम करता था। कुलदीप शिवपुर थानाक्षेत्र के चांदमारी इलाके में स्थित डबल चौक के मकान में किराए पर पिछले 6 महीने से रह रहा था। मालिक ध्यान रखेंगे चौक में सुबह 9 बजे पुलिस को सूचना दी कि कुलदीप अपने कमरे में रस्सी के सहारे पंखे से लटक रहा है। इसपर मौके पर शिवपुर पुलिस	[235, 846, 436, 1067]
khatik-body: वाराणसी। प्रगतिशील खटीक कल्याण समिति (टकटकपुर) की सोमवार को पूर्वांचल पब्लिक स्कूल, पैगम्बरपुर, सारनाथ में प्रबन्ध समिति के चुनाव में राजकुमार सोनकर (सर जी) अध्यक्ष चुने गए। चुनाव प्रक्रिया में भारी मात्रा में उत्साह और उत्सुकता देखने को मिला। वरिष्ठजनों के मार्गदर्शन में हुए चुनाव के बाद सर्वसम्मति से पदाधिकारियों का चयन किया गया। सर्वसम्मति से हुए चुनाव में राजकुमार सोनकर (सर जी) को पुनः अध्यक्ष, सचिवालय सोनकर को उपाध्यक्ष, मनोज सागर प्रबन्धक, बाबू लाल को कोषाध्यक्ष चुना गया। इसके अलावा समिति के सदस्य के रूप में कई सक्रिय लोगों को शामिल किया गया।	[812, 1463, 1015, 1620]
heritage-headline: धरोहर संरक्षण पर मंथन, विशेषज्ञों ने सामुदायिक भागीदारी पर दिया जोर	[954, 739, 1258, 796]
brief-wide-1: शिविर में प्रमुख रूप से अध्यक्ष (रोटरी क्लब वाराणसी ईस्ट) सपना अग्रहरि, अध्यक्ष (इनर व्हील क्लब वाराणसी ग्रेटर) संगीता अग्रवाल,अध्यक्ष (रोटरी क्लब वाराणसी रॉयल)वरुणमुंदड़ा एवं भारत विकास परिषद, वाराणसी सिटी के अध्यक्ष अमित सोनी, कार्यक्रम निदेशक रवि सारडा, गौरव राठी रहे।	[18, 1499, 445, 1539]
grapye-headline: ग्रापये को उचांईयो पर ले जाना मकसदः महेंद्र	[1310, 1830, 1490, 1873]
fire-glow-left	[255, 335, 378, 388]
mirzapur-byline: भारत एकता टाइम्स/वाराणसी	[461, 1519, 645, 1539]
brief-wide-2: कक्ष का लोकार्पण किया गया। रामनगर औद्योगिक क्षेत्र के उपाध्यक्ष सुरेश पटेल , रामनगर औद्योगिक क्षेत्र के महामंत्री तथा रामनगर व्यापार मंडल के अध्यक्ष राकेश जायसवाल, एम.पी बिस्किट्स प्राइवेट लिमिटेड के प्रोडक्शन मैनेजर तनवीर अहमद , महाविद्यालय की निदेशक प्रो. कल्पलता पाण्डेय, प्राचार्य प्रो. रामनरेश शर्मा तथा सी.एम.ओ अपूर्वा पाण्डेय भी साथ में मौजूद रहे। आचार्य पंडित सीताराम चतुर्वेदी जी के चित्र पर पुष्पांजलि तथा दीप प्रज्वलित करके सेमिनार का शुभारंभ किया गया। कार्यक्रम का संचालन अनामिका तिवारी तथा धन्यवाद ज्ञापन प्राचार्य प्रो. रामनरेश शर्मा ने किया।	[18, 1664, 445, 1734]
brief-body-4: वाराणसी। बाबा साहेब डॉ. भीमराव आंबेडकर की जयंती के उपलक्ष्य में आरपीआई के राष्ट्रीय उपाध्यक्ष संजय सिन्हा के तत्वावधान मे देश भर में जयंती सप्ताह समारोह किए जा रहे हैं। बता दें की इसी कड़ी में सिन्हा द्वारा महावड़ गॉव में सिलाई प्रशिक्षण केंद्र, कंप्यूटर शिक्षा केंद्र, बच्चों की पढ़ाई के लिए कक्षाएं और पुस्तकालय का उद्घाटन किया गया। संजय सिन्हा ने कहा कि बाबा साहेब ने संविधान के माध्यम से हर वर्ग के अधिकारों और शिक्षा की चिंता की थी, इसलिए उनका उद्देश्य गांवों और वंचित वर्ग के बच्चों को शिक्षा और कौशल से जोड़ना है।	[144, 2008, 445, 2092]
tet-body-col1: उत्तर प्रदेशीय माध्यमिक शिक्षक संघ की वाराणसी शाखा के सदस्यों ने सोमवार की शाम सर्किट हाउस से अंबेडकर चौराहे पर स्थित गांधी प्रतिमा तक मशाल जुलूस निकाला। यह जुलूस प्राथमिक विद्यालयों के शिक्षकों पर टीईटी की अनिवार्यता के विरोध में था। शिक्षकों ने इस दौरान इस फैसले को तानाशाही फैसला बताया। वहीं शिक्षकों के साथ इस विरोध में मौजूद रहे संघ के स्नातक एमएलसी आशुतोष सिन्हा ने कहा - भाजपा सरकार नहीं चाहती की गरीब के लड़के अच्छी शिक्षा पाएं। इसलिए ऐसा नियम लाया जा रहा है। इस दौरान मौजूद संघ के स्नातक एमएलसी आशुतोष सिन्हा	[1029, 1382, 1259, 1529]
divider	[898, 737, 899, 1244]
